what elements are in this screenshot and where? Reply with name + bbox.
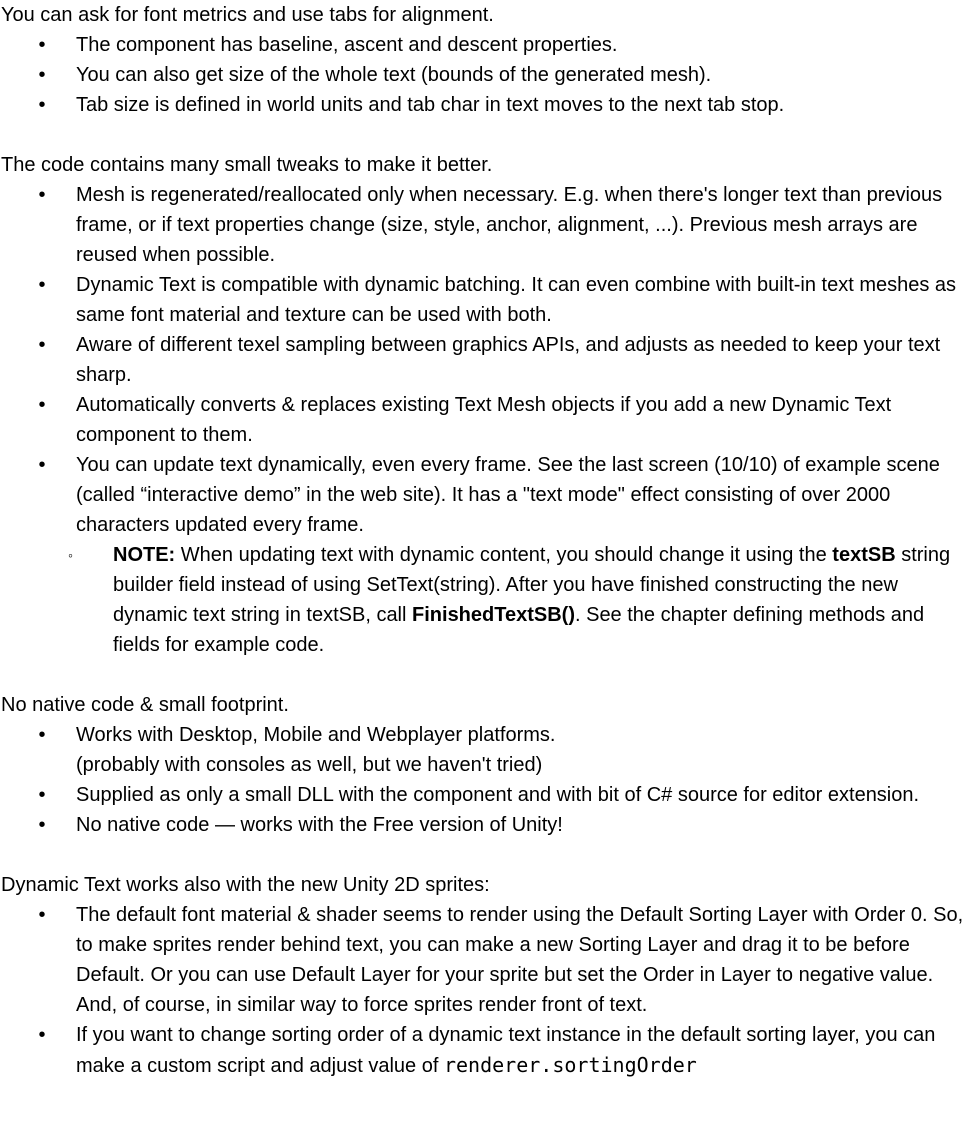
section-font-metrics bbox=[0, 0, 972, 120]
bullet-icon: • bbox=[38, 94, 46, 116]
code-snippet: renderer.sortingOrder bbox=[443, 1053, 697, 1077]
list-item-text: Supplied as only a small DLL with the component and with bit of C# source for editor extension. bbox=[76, 784, 920, 806]
list-item bbox=[0, 180, 972, 270]
list-item bbox=[0, 390, 972, 450]
list-item-text: Mesh is regenerated/reallocated only when necessary. E.g. when there's longer text than previous frame, or if text properties change (size, style, anchor, alignment, ...). Previous mesh arrays are reused when possible. bbox=[76, 184, 943, 266]
list-item-text: (probably with consoles as well, but we haven't tried) bbox=[76, 754, 543, 776]
bullet-list bbox=[0, 720, 972, 840]
list-item-text: You can also get size of the whole text (bounds of the generated mesh). bbox=[76, 64, 712, 86]
bullet-icon: • bbox=[38, 814, 46, 836]
bullet-icon: • bbox=[38, 454, 46, 476]
note-item bbox=[68, 540, 972, 660]
list-item bbox=[0, 90, 972, 120]
list-item-text: Works with Desktop, Mobile and Webplayer platforms. bbox=[76, 724, 556, 746]
section-heading: Dynamic Text works also with the new Unity 2D sprites: bbox=[1, 874, 490, 896]
bullet-icon: • bbox=[38, 904, 46, 926]
bullet-icon: • bbox=[38, 64, 46, 86]
list-item-text: Dynamic Text is compatible with dynamic batching. It can even combine with built-in text meshes as same font material and texture can be used with both. bbox=[76, 274, 957, 326]
bullet-icon: • bbox=[38, 1024, 46, 1046]
bullet-list bbox=[0, 900, 972, 1081]
bullet-icon: • bbox=[38, 34, 46, 56]
list-item-text: Aware of different texel sampling between graphics APIs, and adjusts as needed to keep your text sharp. bbox=[76, 334, 941, 386]
spacer bbox=[0, 660, 972, 690]
section-heading: You can ask for font metrics and use tabs for alignment. bbox=[1, 4, 494, 26]
bullet-icon: • bbox=[38, 784, 46, 806]
spacer bbox=[0, 120, 972, 150]
list-item bbox=[0, 1020, 972, 1081]
list-item-text: The default font material & shader seems to render using the Default Sorting Layer with Order 0. So, to make sprites render behind text, you can make a new Sorting Layer and drag it to be before Default. Or you can use Default Layer for your sprite but set the Order in Layer to negative value. And, of course, in similar way to force sprites render front of text. bbox=[76, 904, 964, 1016]
bullet-icon: • bbox=[38, 334, 46, 356]
section-heading: No native code & small footprint. bbox=[1, 694, 289, 716]
list-item-text: Automatically converts & replaces existing Text Mesh objects if you add a new Dynamic Text component to them. bbox=[76, 394, 892, 446]
list-item bbox=[0, 900, 972, 1020]
list-item bbox=[0, 780, 972, 810]
bullet-icon: • bbox=[38, 274, 46, 296]
bullet-icon: • bbox=[38, 184, 46, 206]
list-item bbox=[0, 60, 972, 90]
sub-list bbox=[68, 540, 972, 660]
bullet-icon: • bbox=[38, 724, 46, 746]
list-item bbox=[0, 450, 972, 660]
list-item bbox=[0, 720, 972, 780]
note-text: string builder field instead of using SetText(string). After you have finished constructing the new dynamic text string in textSB, call bbox=[113, 544, 951, 626]
sub-bullet-icon: ◦ bbox=[68, 547, 73, 563]
note-label: NOTE: bbox=[113, 544, 176, 566]
bullet-list bbox=[0, 180, 972, 660]
list-item-text: You can update text dynamically, even every frame. See the last screen (10/10) of example scene (called “interactive demo” in the web site). It has a "text mode" effect consisting of over 2000 characters updated every frame. bbox=[76, 454, 940, 536]
bullet-icon: • bbox=[38, 394, 46, 416]
list-item bbox=[0, 330, 972, 390]
note-text: When updating text with dynamic content, you should change it using the bbox=[175, 544, 833, 566]
section-2d-sprites bbox=[0, 870, 972, 1081]
list-item-text: If you want to change sorting order of a dynamic text instance in the default sorting layer, you can make a custom script and adjust value of bbox=[76, 1024, 936, 1077]
list-item bbox=[0, 270, 972, 330]
section-native-code bbox=[0, 690, 972, 840]
spacer bbox=[0, 840, 972, 870]
list-item bbox=[0, 810, 972, 840]
note-text: . See the chapter defining methods and fields for example code. bbox=[113, 604, 925, 656]
section-heading: The code contains many small tweaks to make it better. bbox=[1, 154, 493, 176]
list-item bbox=[0, 30, 972, 60]
section-code-tweaks bbox=[0, 150, 972, 660]
list-item-text: No native code — works with the Free version of Unity! bbox=[76, 814, 563, 836]
note-field-name: textSB bbox=[832, 544, 896, 566]
bullet-list bbox=[0, 30, 972, 120]
list-item-text: Tab size is defined in world units and tab char in text moves to the next tab stop. bbox=[76, 94, 785, 116]
list-item-text: The component has baseline, ascent and descent properties. bbox=[76, 34, 618, 56]
note-method-name: FinishedTextSB() bbox=[412, 604, 575, 626]
